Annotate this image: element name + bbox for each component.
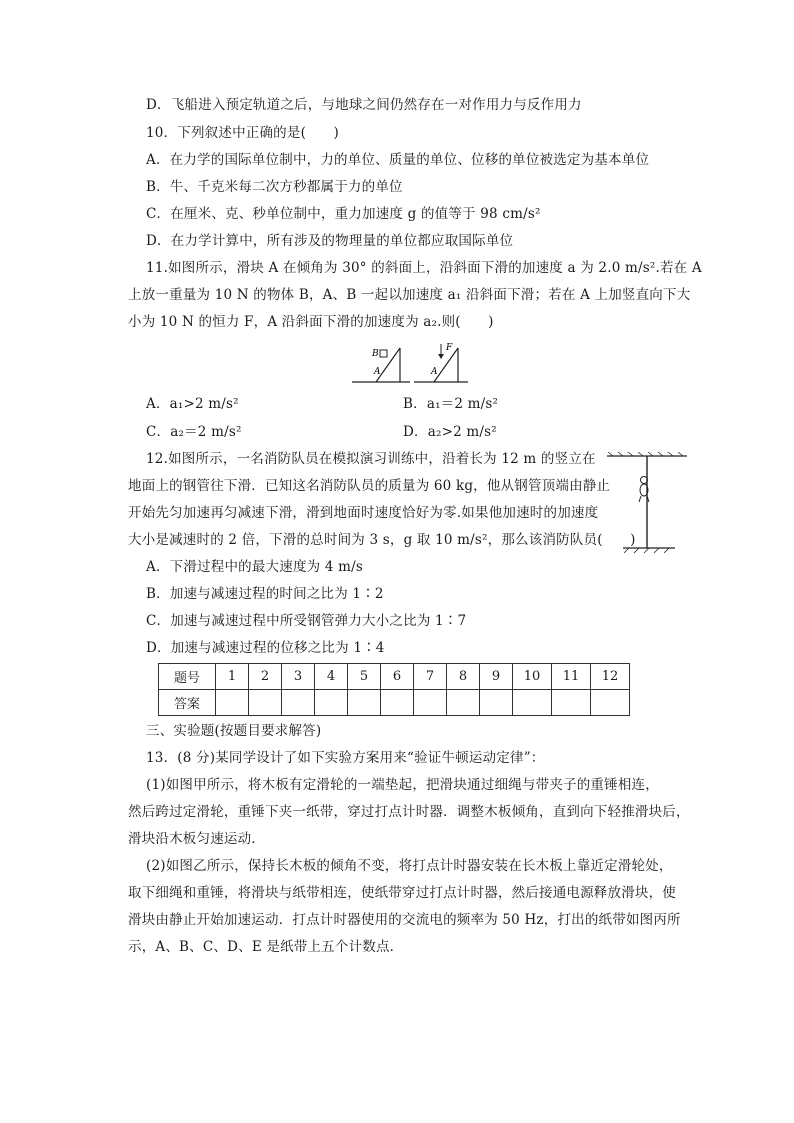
q11-option-d: D．a₂>2 m/s² xyxy=(403,424,497,440)
question-number: 3 xyxy=(282,664,315,690)
incline-left xyxy=(352,348,410,382)
answer-cell[interactable] xyxy=(282,690,315,716)
q13-p1-line3: 滑块沿木板匀速运动． xyxy=(128,831,265,847)
answer-cell[interactable] xyxy=(216,690,249,716)
q13-p2-line2: 取下细绳和重锤，将滑块与纸带相连，使纸带穿过打点计时器，然后接通电源释放滑块，使 xyxy=(128,885,676,901)
label-a-left: A xyxy=(374,367,381,377)
q10-option-b: B．牛、千克米每二次方秒都属于力的单位 xyxy=(146,179,403,195)
q11-stem-line3: 小为 10 N 的恒力 F，A 沿斜面下滑的加速度为 a₂.则( ) xyxy=(128,314,494,330)
answer-cell[interactable] xyxy=(414,690,447,716)
question-number: 10 xyxy=(513,664,552,690)
q10-option-c: C．在厘米、克、秒单位制中，重力加速度 g 的值等于 98 cm/s² xyxy=(146,206,541,222)
q13-p2-line1: (2)如图乙所示，保持长木板的倾角不变，将打点计时器安装在长木板上靠近定滑轮处， xyxy=(146,858,673,874)
question-number: 7 xyxy=(414,664,447,690)
q13-stem: 13．(8 分)某同学设计了如下实验方案用来“验证牛顿运动定律”： xyxy=(146,750,545,766)
answer-table-answer-row xyxy=(159,690,630,716)
question-number: 5 xyxy=(348,664,381,690)
label-b: B xyxy=(372,349,379,359)
question-number: 1 xyxy=(216,664,249,690)
q10-option-a: A．在力学的国际单位制中，力的单位、质量的单位、位移的单位被选定为基本单位 xyxy=(146,152,650,168)
q13-p2-line4: 示，A、B、C、D、E 是纸带上五个计数点． xyxy=(128,939,404,955)
q12-stem-line4: 大小是减速时的 2 倍，下滑的总时间为 3 s，g 取 10 m/s²，那么该消防队员( ) xyxy=(128,532,636,548)
incline-right xyxy=(414,343,468,382)
question-number: 12 xyxy=(591,664,630,690)
answer-cell[interactable] xyxy=(381,690,414,716)
answer-cell[interactable] xyxy=(348,690,381,716)
q11-stem-line2: 上放一重量为 10 N 的物体 B，A、B 一起以加速度 a₁ 沿斜面下滑；若在 A 上加竖直向下大 xyxy=(128,287,691,303)
answer-cell[interactable] xyxy=(447,690,480,716)
q9-option-d: D．飞船进入预定轨道之后，与地球之间仍然存在一对作用力与反作用力 xyxy=(146,97,582,113)
answer-label: 答案 xyxy=(159,690,216,716)
q13-p1-line1: (1)如图甲所示，将木板有定滑轮的一端垫起，把滑块通过细绳与带夹子的重锤相连， xyxy=(146,777,659,793)
label-a-right: A xyxy=(431,367,438,377)
answer-cell[interactable] xyxy=(591,690,630,716)
q10-option-d: D．在力学计算中，所有涉及的物理量的单位都应取国际单位 xyxy=(146,233,514,249)
question-number: 11 xyxy=(552,664,591,690)
q11-option-c: C．a₂＝2 m/s² xyxy=(146,424,242,440)
q12-stem-line2: 地面上的钢管往下滑．已知这名消防队员的质量为 60 kg，他从钢管顶端由静止 xyxy=(128,478,611,494)
answer-cell[interactable] xyxy=(315,690,348,716)
question-number: 9 xyxy=(480,664,513,690)
q12-option-c: C．加速与减速过程中所受钢管弹力大小之比为 1∶7 xyxy=(146,613,467,629)
q10-stem: 10．下列叙述中正确的是( ) xyxy=(146,125,339,141)
q12-pole-figure xyxy=(605,452,689,556)
q12-stem-line1: 12.如图所示，一名消防队员在模拟演习训练中，沿着长为 12 m 的竖立在 xyxy=(146,451,596,467)
answer-table xyxy=(158,663,630,716)
answer-cell[interactable] xyxy=(552,690,591,716)
q12-stem-line3: 开始先匀加速再匀减速下滑，滑到地面时速度恰好为零.如果他加速时的加速度 xyxy=(128,505,599,521)
header-label: 题号 xyxy=(159,664,216,690)
question-number: 4 xyxy=(315,664,348,690)
answer-cell[interactable] xyxy=(513,690,552,716)
question-number: 6 xyxy=(381,664,414,690)
q11-option-a: A．a₁>2 m/s² xyxy=(146,396,239,412)
q11-option-b: B．a₁＝2 m/s² xyxy=(403,396,499,412)
section-3-title: 三、实验题(按题目要求解答) xyxy=(146,723,322,739)
q13-p1-line2: 然后跨过定滑轮，重锤下夹一纸带，穿过打点计时器．调整木板倾角，直到向下轻推滑块后， xyxy=(128,804,690,820)
q11-stem-line1: 11.如图所示，滑块 A 在倾角为 30° 的斜面上，沿斜面下滑的加速度 a 为 2.0 m/s².若在 A xyxy=(146,260,702,276)
q12-option-d: D．加速与减速过程的位移之比为 1∶4 xyxy=(146,640,385,656)
q12-option-b: B．加速与减速过程的时间之比为 1∶2 xyxy=(146,586,384,602)
question-number: 2 xyxy=(249,664,282,690)
q13-p2-line3: 滑块由静止开始加速运动．打点计时器使用的交流电的频率为 50 Hz，打出的纸带如图丙所 xyxy=(128,912,681,928)
answer-cell[interactable] xyxy=(480,690,513,716)
answer-table-header-row xyxy=(159,664,630,690)
label-f: F xyxy=(446,343,453,353)
answer-cell[interactable] xyxy=(249,690,282,716)
question-number: 8 xyxy=(447,664,480,690)
q12-option-a: A．下滑过程中的最大速度为 4 m/s xyxy=(146,559,363,575)
q11-incline-figure xyxy=(350,340,470,386)
